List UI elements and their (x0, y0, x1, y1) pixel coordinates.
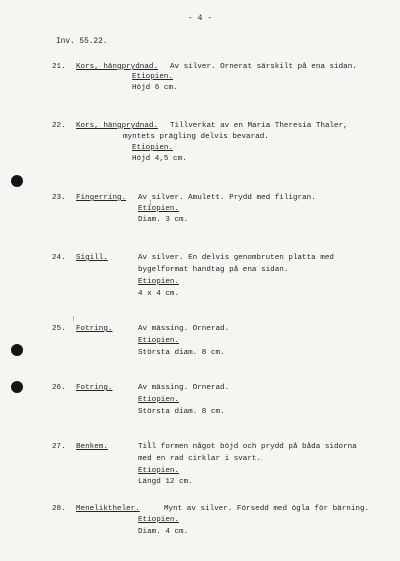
entry-country: Etiopien. (138, 205, 180, 213)
entry-description: med en rad cirklar i svart. (138, 455, 262, 463)
entry-description: Tillverkat av en Maria Theresia Thaler, (170, 122, 348, 130)
entry-name: Fingerring. (76, 194, 127, 202)
entry-dimension: Största diam. 8 cm. (138, 408, 225, 416)
entry-country: Etiopien. (138, 278, 180, 286)
entry-description: Av mässing. Ornerad. (138, 384, 230, 392)
entry-dimension: Diam. 3 cm. (138, 216, 189, 224)
inventory-header: Inv. 55.22. (56, 38, 108, 46)
entry-description: myntets prägling delvis bevarad. (123, 133, 269, 141)
entry-description: Mynt av silver. Försedd med ögla för bärning. (164, 505, 370, 513)
entry-description: Av silver. Amulett. Prydd med filigran. (138, 194, 316, 202)
entry-number: 23. (52, 194, 66, 202)
punch-hole-middle (11, 344, 23, 356)
entry-name: Meneliktheler. (76, 505, 140, 513)
entry-name: Kors, hängprydnad. (76, 122, 159, 130)
entry-country: Etiopien. (132, 73, 174, 81)
entry-country: Etiopien. (138, 396, 180, 404)
entry-country: Etiopien. (132, 144, 174, 152)
entry-number: 27. (52, 443, 66, 451)
entry-number: 28. (52, 505, 66, 513)
entry-description: Av silver. En delvis genombruten platta med (138, 254, 334, 262)
punch-hole-lower (11, 381, 23, 393)
entry-dimension: Höjd 6 cm. (132, 84, 178, 92)
paper-speck (73, 316, 74, 321)
entry-description: Av mässing. Ornerad. (138, 325, 230, 333)
entry-number: 22. (52, 122, 66, 130)
punch-hole-top (11, 175, 23, 187)
entry-dimension: Största diam. 8 cm. (138, 349, 225, 357)
entry-country: Etiopien. (138, 467, 180, 475)
entry-name: Kors, hängprydnad. (76, 63, 159, 71)
entry-description: Till formen något böjd och prydd på båda sidorna (138, 443, 357, 451)
entry-number: 21. (52, 63, 66, 71)
page-number: - 4 - (187, 14, 212, 23)
entry-name: Benkem. (76, 443, 108, 451)
entry-dimension: Höjd 4,5 cm. (132, 155, 187, 163)
entry-number: 25. (52, 325, 66, 333)
entry-description: Av silver. Ornerat särskilt på ena sidan. (170, 63, 357, 71)
entry-dimension: Längd 12 cm. (138, 478, 193, 486)
entry-description: bygelformat handtag på ena sidan. (138, 266, 289, 274)
entry-name: Fotring. (76, 325, 113, 333)
entry-name: Sigill. (76, 254, 108, 262)
entry-dimension: 4 x 4 cm. (138, 290, 180, 298)
entry-dimension: Diam. 4 cm. (138, 528, 189, 536)
entry-number: 26. (52, 384, 66, 392)
entry-country: Etiopien. (138, 337, 180, 345)
entry-number: 24. (52, 254, 66, 262)
entry-name: Fotring. (76, 384, 113, 392)
entry-country: Etiopien. (138, 516, 180, 524)
